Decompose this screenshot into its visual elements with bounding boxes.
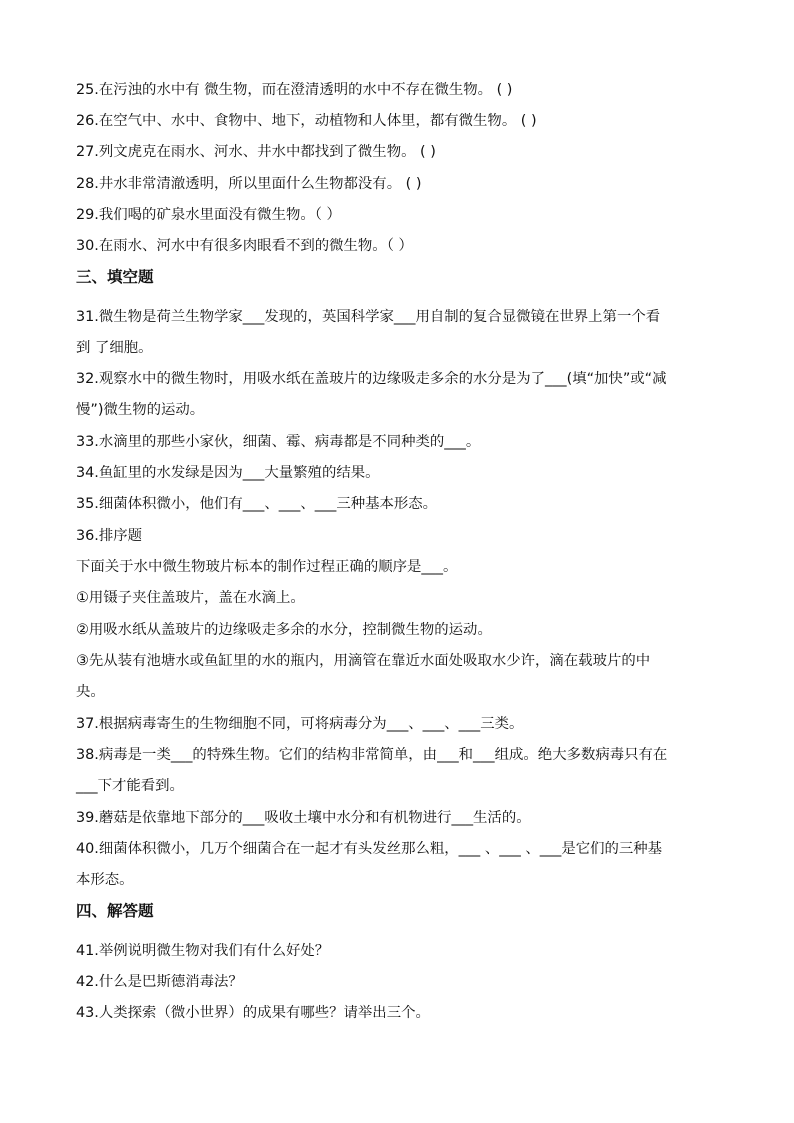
question-38-line-1: 38.病毒是一类___的特殊生物。它们的结构非常简单，由___和___组成。绝大多数病毒只有在 [76,747,668,763]
question-31-line-1: 31.微生物是荷兰生物学家___发现的，英国科学家___用自制的复合显微镜在世界上第一个看 [76,309,661,325]
question-36-step-3-line-2: 央。 [76,684,105,700]
question-40-line-2: 本形态。 [76,872,134,888]
section-heading-fill-blank: 三、填空题 [76,268,154,286]
question-30: 30.在雨水、河水中有很多肉眼看不到的微生物。（ ） [76,238,413,254]
question-27: 27.列文虎克在雨水、河水、井水中都找到了微生物。 ( ) [76,144,436,160]
question-36-step-2: ②用吸水纸从盖玻片的边缘吸走多余的水分，控制微生物的运动。 [76,622,492,638]
question-32-line-1: 32.观察水中的微生物时，用吸水纸在盖玻片的边缘吸走多余的水分是为了___(填“加快”或“减 [76,371,667,387]
question-28: 28.井水非常清澈透明，所以里面什么生物都没有。 ( ) [76,176,422,192]
question-42: 42.什么是巴斯德消毒法？ [76,974,243,990]
question-36-step-1: ①用镊子夹住盖玻片，盖在水滴上。 [76,590,305,606]
question-34: 34.鱼缸里的水发绿是因为___大量繁殖的结果。 [76,465,380,481]
question-37: 37.根据病毒寄生的生物细胞不同，可将病毒分为___、___、___三类。 [76,716,524,732]
question-29: 29.我们喝的矿泉水里面没有微生物。（ ） [76,207,341,223]
question-36-title: 36.排序题 [76,528,143,544]
question-39: 39.蘑菇是依靠地下部分的___吸收土壤中水分和有机物进行___生活的。 [76,810,531,826]
question-36-step-3-line-1: ③先从装有池塘水或鱼缸里的水的瓶内，用滴管在靠近水面处吸取水少许，滴在载玻片的中 [76,653,651,669]
section-heading-answer: 四、解答题 [76,902,154,920]
question-33: 33.水滴里的那些小家伙，细菌、霉、病毒都是不同种类的___。 [76,434,481,450]
question-38-line-2: ___下才能看到。 [76,778,184,794]
question-35: 35.细菌体积微小，他们有___、___、___三种基本形态。 [76,496,438,512]
question-40-line-1: 40.细菌体积微小，几万个细菌合在一起才有头发丝那么粗，___ 、___ 、___是它们的三种基 [76,841,663,857]
question-25: 25.在污浊的水中有 微生物，而在澄清透明的水中不存在微生物。 ( ) [76,82,513,98]
question-32-line-2: 慢”)微生物的运动。 [76,402,205,418]
question-26: 26.在空气中、水中、食物中、地下，动植物和人体里，都有微生物。 ( ) [76,113,537,129]
question-36-stem: 下面关于水中微生物玻片标本的制作过程正确的顺序是___。 [76,559,458,575]
question-43: 43.人类探索（微小世界）的成果有哪些？请举出三个。 [76,1005,430,1021]
question-41: 41.举例说明微生物对我们有什么好处？ [76,943,330,959]
question-31-line-2: 到 了细胞。 [76,340,153,356]
